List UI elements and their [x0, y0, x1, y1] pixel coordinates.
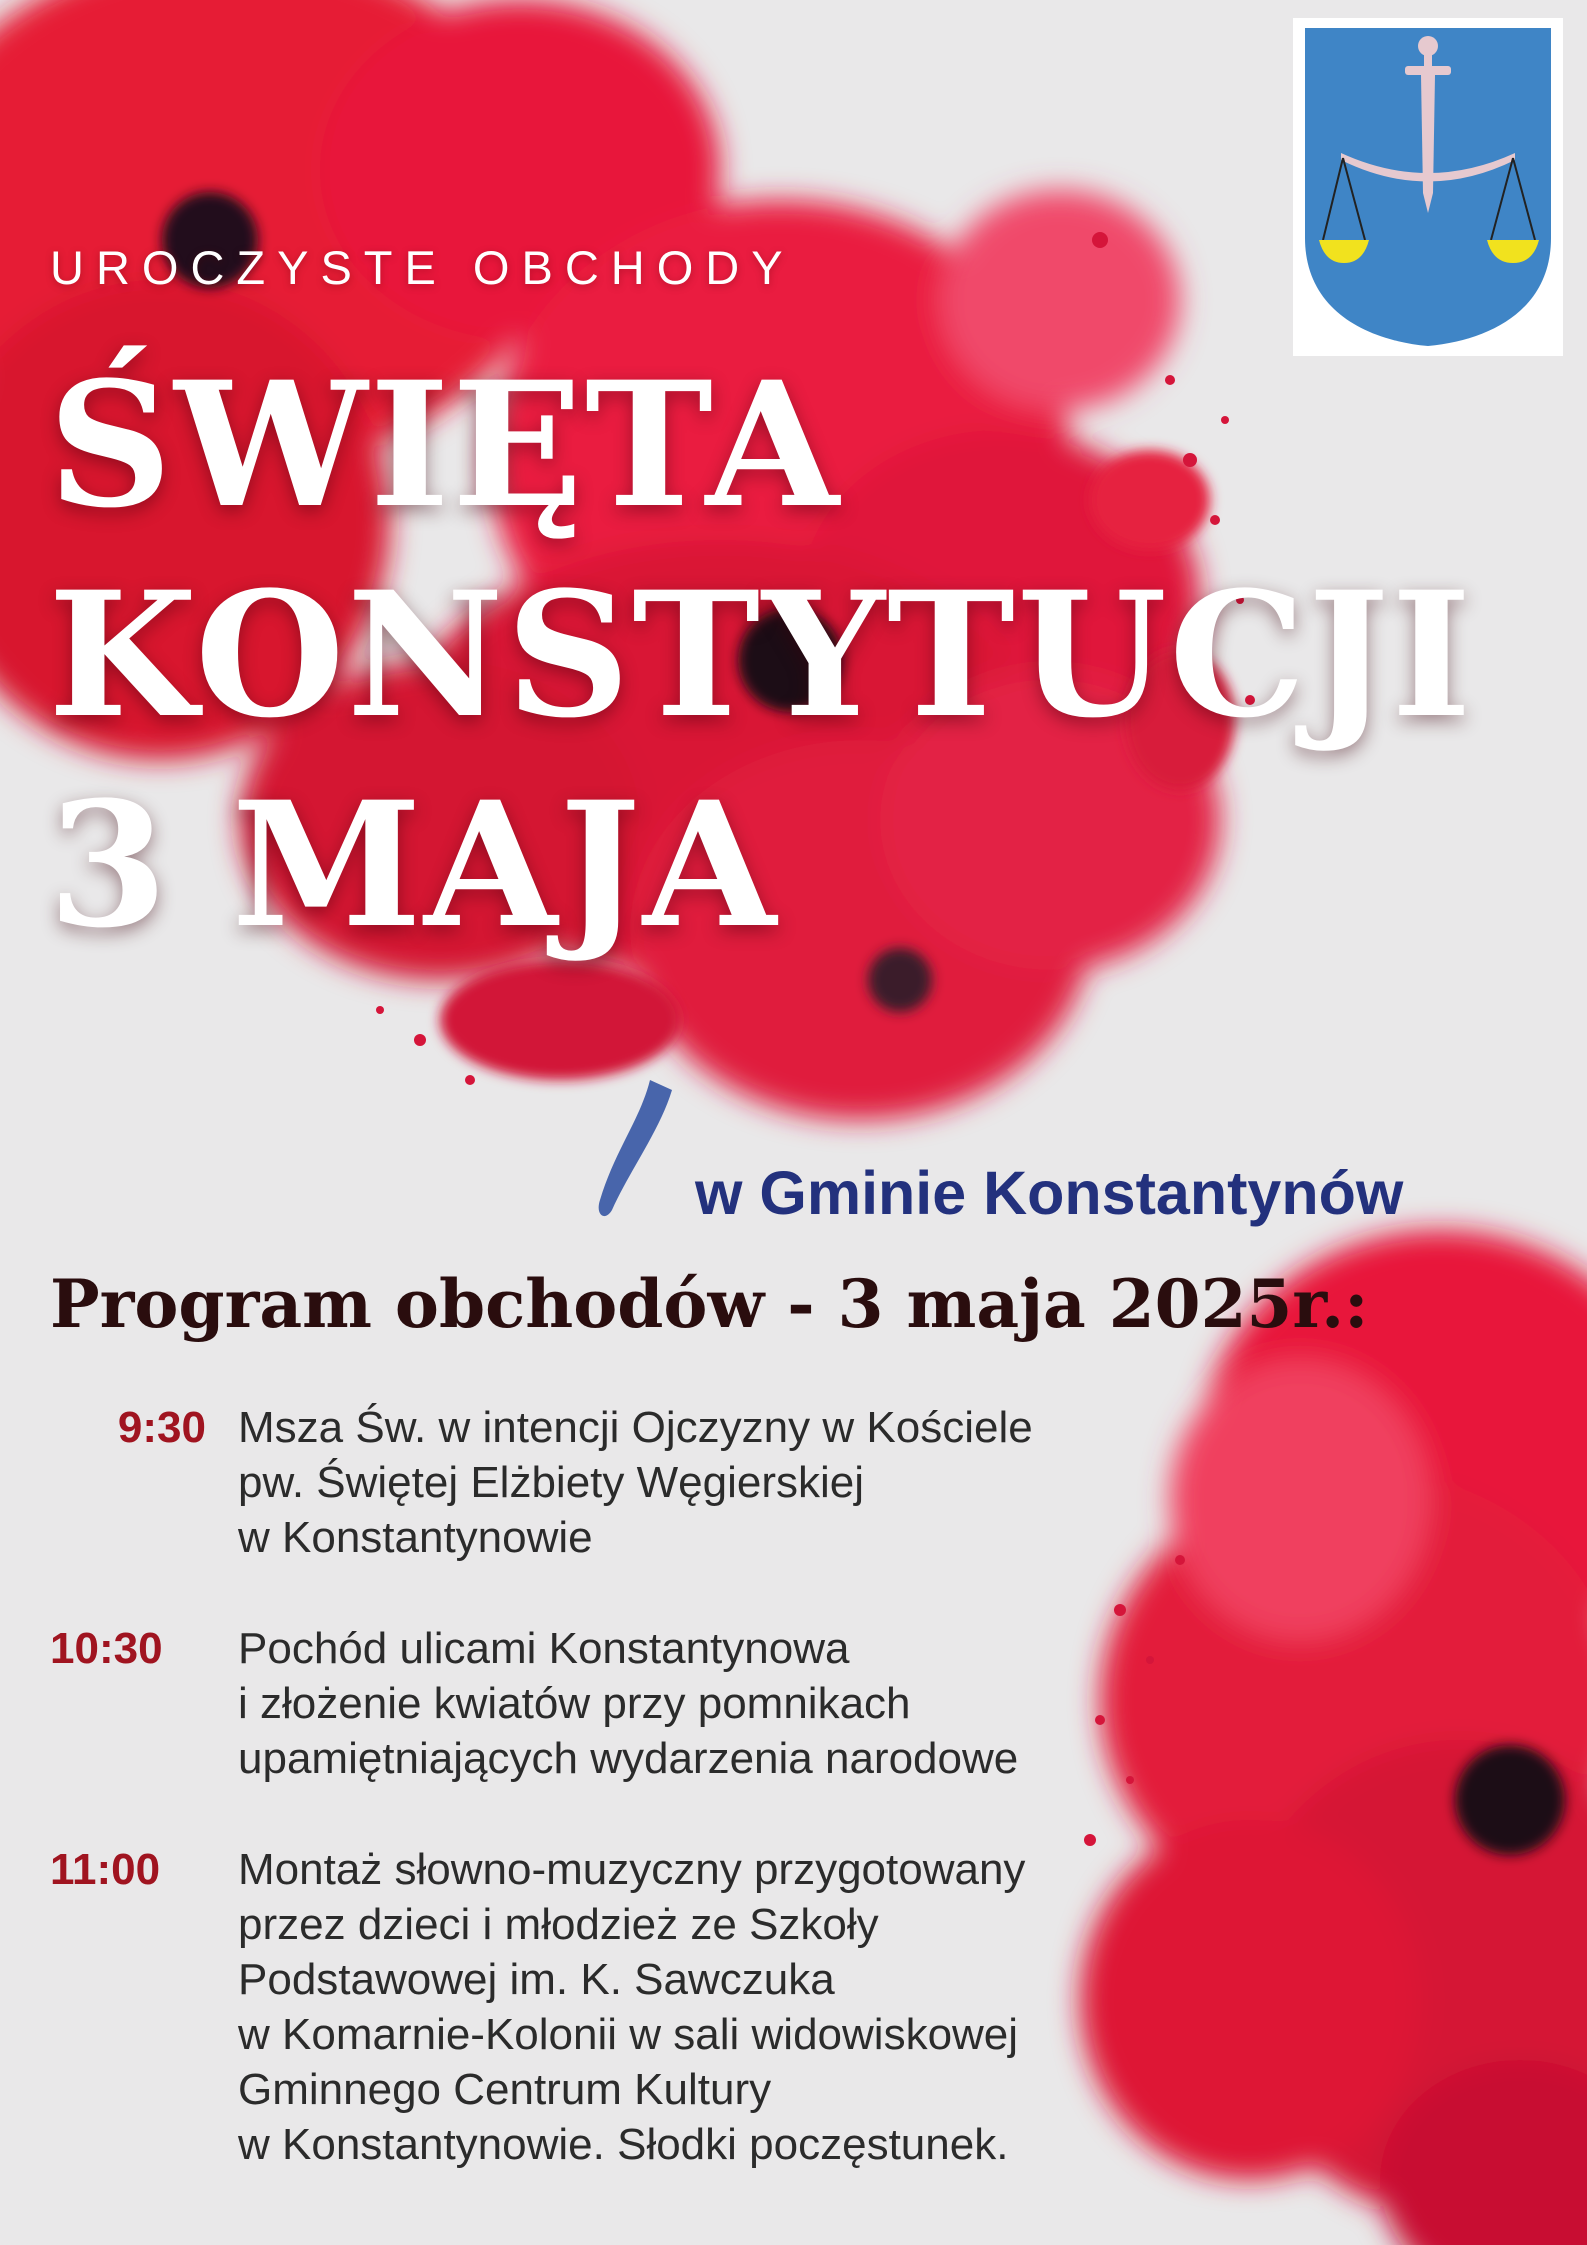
title-line: ŚWIĘTA: [48, 343, 841, 546]
event-description: [238, 1400, 1033, 1565]
description-line: w Konstantynowie. Słodki poczęstunek.: [238, 2120, 1009, 2169]
program-list: [40, 1400, 1190, 2228]
location-subtitle: w Gminie Konstantynów: [695, 1159, 1404, 1227]
sword-scales-icon: [1293, 18, 1563, 356]
event-description: [238, 1621, 1018, 1786]
description-line: Gminnego Centrum Kultury: [238, 2065, 772, 2114]
description-line: Montaż słowno-muzyczny przygotowany: [238, 1845, 1026, 1894]
description-line: Msza Św. w intencji Ojczyzny w Kościele: [238, 1403, 1033, 1452]
program-item: [40, 1400, 1190, 1565]
event-description: [238, 1842, 1025, 2172]
title-line: 3 MAJA: [48, 763, 779, 966]
description-line: Pochód ulicami Konstantynowa: [238, 1624, 850, 1673]
program-item: [40, 1621, 1190, 1786]
description-line: Podstawowej im. K. Sawczuka: [238, 1955, 835, 2004]
event-time: 9:30: [117, 1403, 206, 1452]
program-title: Program obchodów - 3 maja 2025r.:: [50, 1265, 1369, 1343]
description-line: i złożenie kwiatów przy pomnikach: [238, 1679, 911, 1728]
event-time: 11:00: [50, 1845, 161, 1894]
description-line: upamiętniających wydarzenia narodowe: [238, 1734, 1019, 1783]
pre-title: UROCZYSTE OBCHODY: [50, 241, 795, 294]
description-line: przez dzieci i młodzież ze Szkoły: [238, 1900, 879, 1949]
title-line: KONSTYTUCJI: [48, 553, 1474, 756]
description-line: w Komarnie-Kolonii w sali widowiskowej: [238, 2010, 1019, 2059]
description-line: pw. Świętej Elżbiety Węgierskiej: [238, 1458, 865, 1507]
program-item: [40, 1842, 1190, 2172]
event-title: [48, 340, 1474, 970]
coat-of-arms: [1293, 18, 1563, 356]
description-line: w Konstantynowie: [238, 1513, 593, 1562]
event-time: 10:30: [50, 1624, 163, 1673]
